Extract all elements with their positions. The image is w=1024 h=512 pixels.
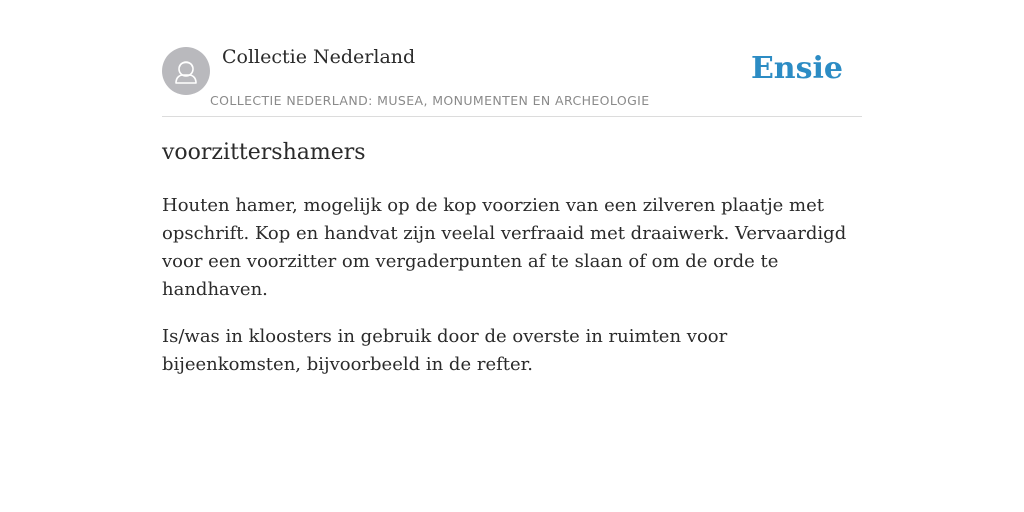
author-name-link[interactable]: Collectie Nederland xyxy=(222,46,416,68)
entry-title: voorzittershamers xyxy=(162,140,366,165)
entry-paragraph: Is/was in kloosters in gebruik door de overste in ruimten voor bijeenkomsten, bijvoorbeeld in de refter. xyxy=(162,326,728,375)
user-avatar-icon[interactable] xyxy=(162,47,210,95)
entry-paragraph: Houten hamer, mogelijk op de kop voorzien van een zilveren plaatje met opschrift. Kop en handvat zijn veelal verfraaid met draaiwerk. Vervaardigd voor een voorzitter om vergaderpunten af te slaan of om de orde te handhaven. xyxy=(162,195,847,300)
ensie-logo[interactable]: Ensie xyxy=(750,51,843,86)
author-subtitle-link[interactable]: COLLECTIE NEDERLAND: MUSEA, MONUMENTEN EN ARCHEOLOGIE xyxy=(210,93,650,108)
entry-header xyxy=(162,46,862,117)
entry-body xyxy=(162,192,862,398)
